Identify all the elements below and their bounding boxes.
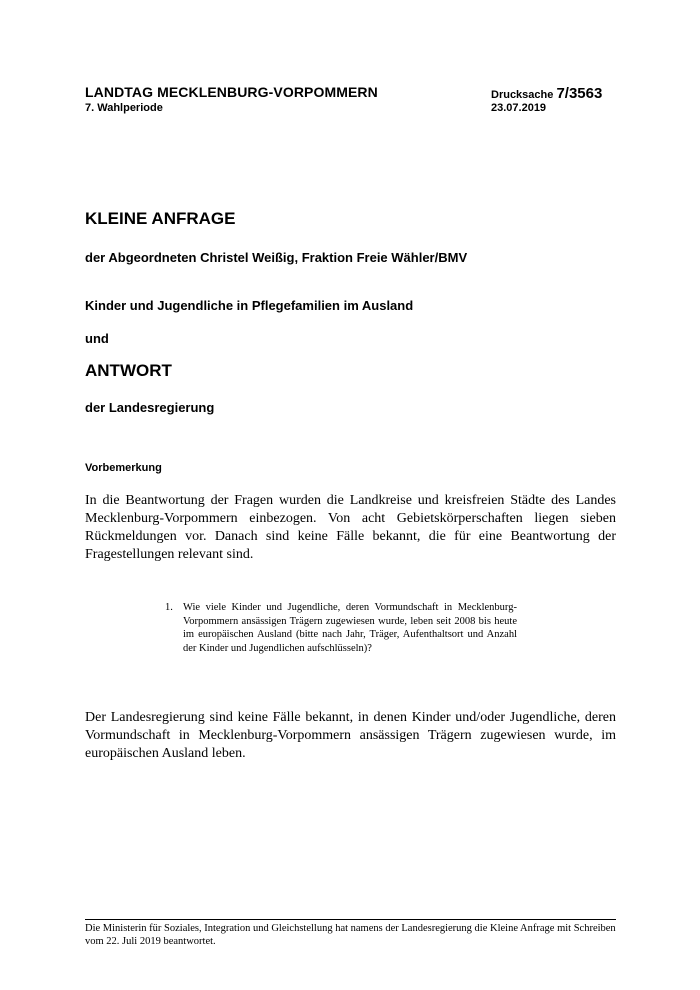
document-date: 23.07.2019 [491,102,547,114]
question-number: 1. [165,602,173,613]
answer-by: der Landesregierung [85,400,215,415]
parliament-name: LANDTAG MECKLENBURG-VORPOMMERN [85,84,378,100]
answer-text: Der Landesregierung sind keine Fälle bekannt, in denen Kinder und/oder Jugendliche, deren Vormundschaft in Mecklenburg-Vorpommern ansässigen Trägern zugewiesen wurde, im europäischen Ausland leben. [85,710,616,761]
connector-text: und [85,331,109,346]
footer-note: Die Ministerin für Soziales, Integration und Gleichstellung hat namens der Landesregierung die Kleine Anfrage mit Schreiben vom 22. Juli 2019 beantwortet. [85,923,616,947]
preliminary-text: In die Beantwortung der Fragen wurden die Landkreise und kreisfreien Städte des Landes Mecklenburg-Vorpommern einbezogen. Von acht Gebietskörperschaften liegen sieben Rückmeldungen vor. Danach sind keine Fälle bekannt, die für eine Beantwortung der Fragestellungen relevant sind. [85,493,616,562]
drucksache-label: Drucksache [491,89,557,101]
answer-type-heading: ANTWORT [85,361,172,380]
preliminary-heading: Vorbemerkung [85,462,162,474]
question-item [165,601,517,655]
inquiry-author: der Abgeordneten Christel Weißig, Fraktion Freie Wähler/BMV [85,250,468,265]
footer-divider [85,919,616,920]
drucksache-reference [491,85,602,102]
question-text: Wie viele Kinder und Jugendliche, deren Vormundschaft in Mecklenburg-Vorpommern ansässigen Trägern zugewiesen wurde, leben seit 2008 bis heute im europäischen Ausland (bitte nach Jahr, Träger, Aufenthaltsort und Anzahl der Kinder und Jugendlichen aufschlüsseln)? [183,602,517,654]
inquiry-subject: Kinder und Jugendliche in Pflegefamilien im Ausland [85,298,414,313]
drucksache-number: 7/3563 [556,85,603,102]
inquiry-type-heading: KLEINE ANFRAGE [85,209,236,228]
legislative-period: 7. Wahlperiode [85,102,163,114]
